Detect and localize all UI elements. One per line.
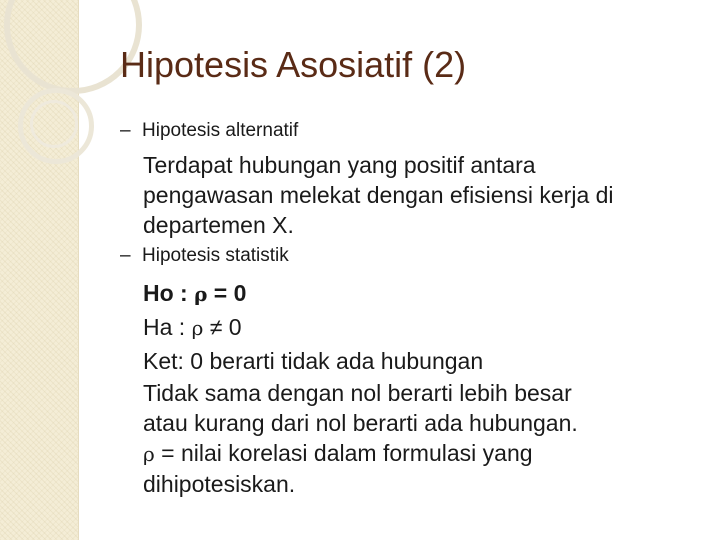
bullet-statistical-hypothesis xyxy=(120,245,289,267)
statistical-hypothesis-block xyxy=(143,277,703,499)
rho-definition-continued: dihipotesiskan. xyxy=(143,471,296,497)
rho-symbol: ρ xyxy=(194,282,208,306)
ha-value: 0 xyxy=(228,314,242,340)
text-line: pengawasan melekat dengan efisiensi kerja di xyxy=(143,182,614,208)
ha-prefix: Ha : xyxy=(143,314,192,340)
ho-suffix: = 0 xyxy=(207,280,247,306)
dash-marker: – xyxy=(120,120,131,141)
slide-title: Hipotesis Asosiatif (2) xyxy=(120,44,467,85)
ho-prefix: Ho : xyxy=(143,280,195,306)
explanation-line: Ket: 0 berarti tidak ada hubungan xyxy=(143,348,484,374)
dash-marker: – xyxy=(120,245,131,266)
not-equal-operator: ≠ xyxy=(203,314,229,340)
alternative-hypothesis-text xyxy=(143,150,703,240)
note-line: Tidak sama dengan nol berarti lebih besar xyxy=(143,380,572,406)
text-line: departemen X. xyxy=(143,212,294,238)
bullet-label: Hipotesis alternatif xyxy=(142,120,299,141)
rho-symbol: ρ xyxy=(143,442,155,466)
decorative-ring xyxy=(30,100,78,148)
bullet-label: Hipotesis statistik xyxy=(142,245,289,266)
rho-symbol: ρ xyxy=(191,316,204,340)
null-hypothesis xyxy=(143,277,703,311)
rho-definition xyxy=(143,438,703,469)
alternative-statistical-hypothesis xyxy=(143,311,703,345)
bullet-alternative-hypothesis xyxy=(120,120,298,142)
note-line: atau kurang dari nol berarti ada hubungan. xyxy=(143,410,578,436)
rho-definition-text: = nilai korelasi dalam formulasi yang xyxy=(154,440,533,466)
text-line: Terdapat hubungan yang positif antara xyxy=(143,152,536,178)
